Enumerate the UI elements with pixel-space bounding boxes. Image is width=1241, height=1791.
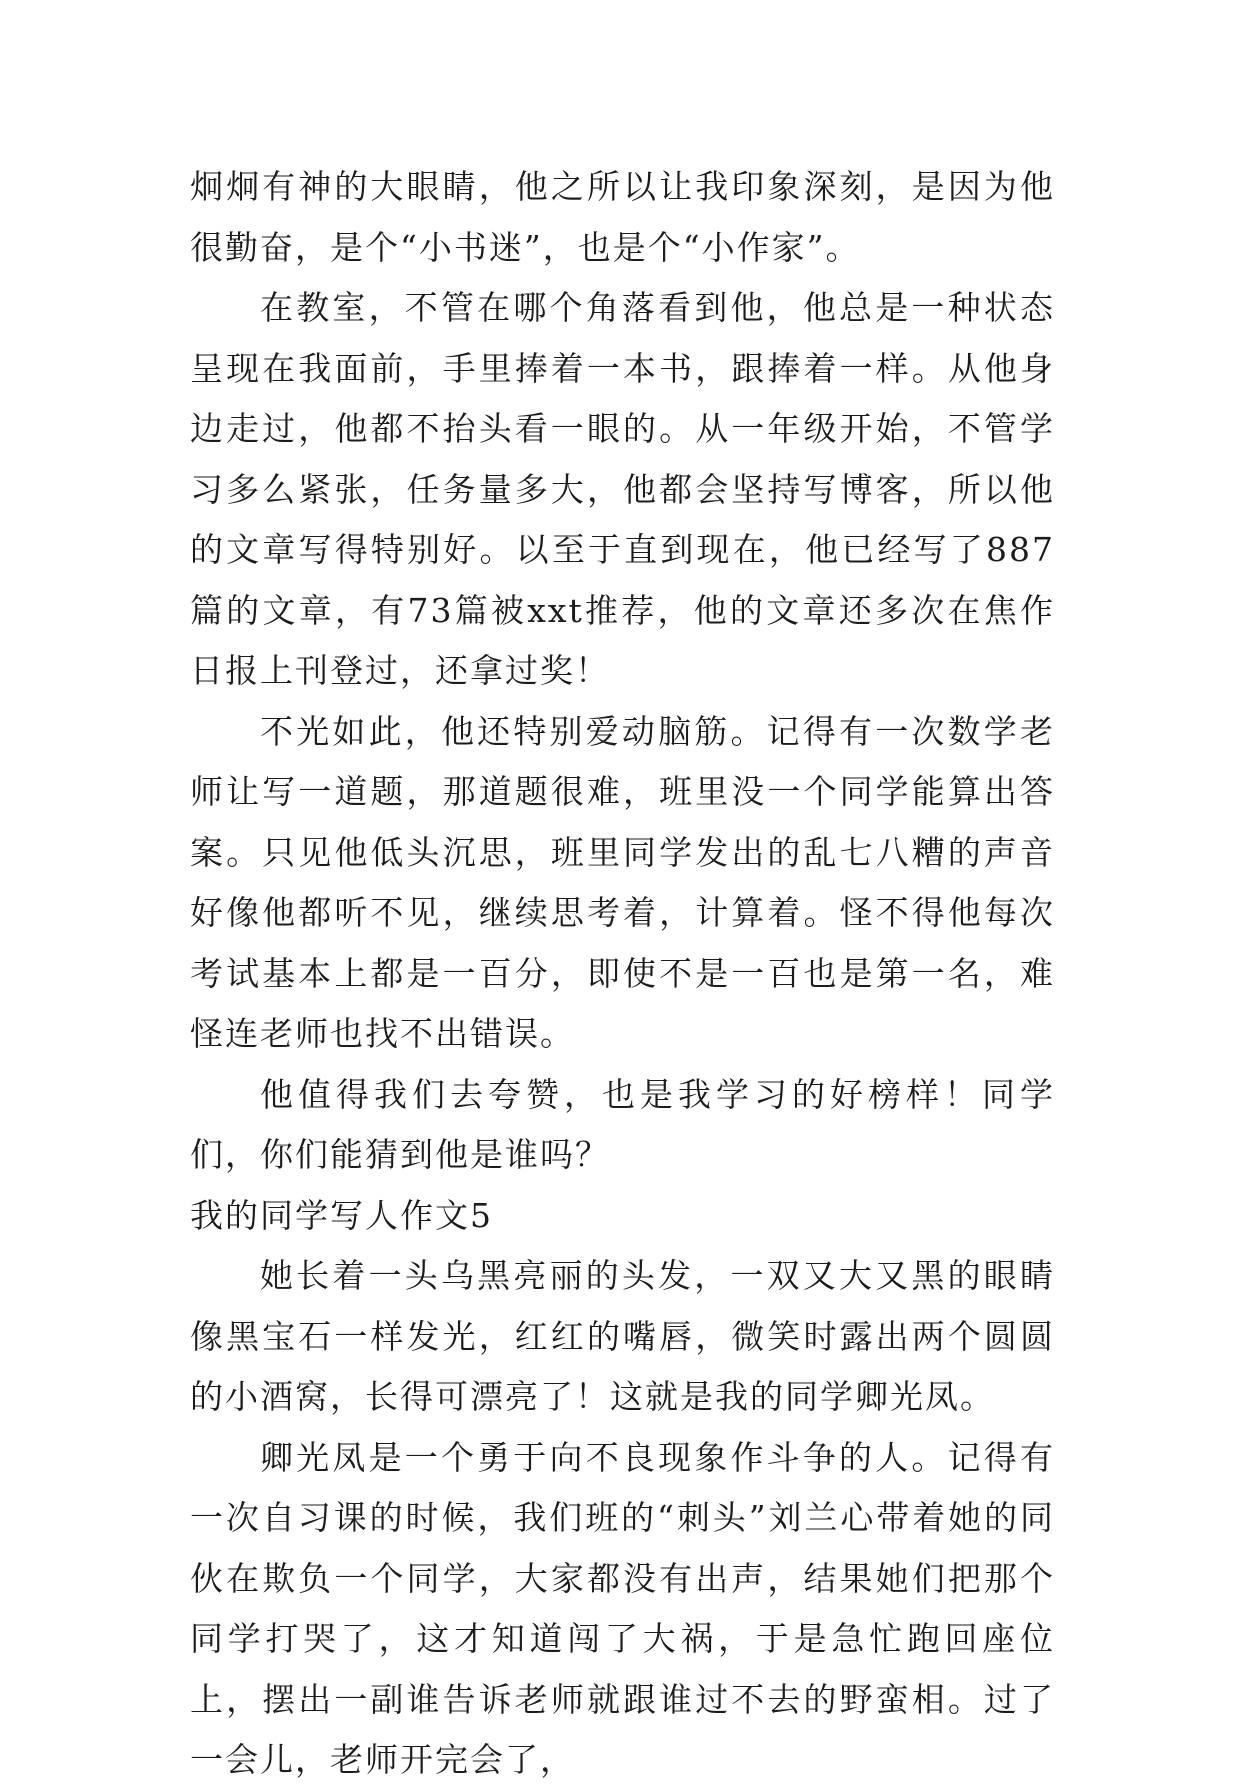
paragraph-5: 她长着一头乌黑亮丽的头发，一双又大又黑的眼睛像黑宝石一样发光，红红的嘴唇，微笑时露出两个圆圆的小酒窝，长得可漂亮了！这就是我的同学卿光凤。 [190,1256,1055,1416]
paragraph-2: 在教室，不管在哪个角落看到他，他总是一种状态呈现在我面前，手里捧着一本书，跟捧着一样。从他身边走过，他都不抬头看一眼的。从一年级开始，不管学习多么紧张，任务量多大，他都会坚持写博客，所以他的文章写得特别好。以至于直到现在，他已经写了887篇的文章，有73篇被xxt推荐，他的文章还多次在焦作日报上刊登过，还拿过奖！ [190,288,1055,690]
paragraph-6: 卿光凤是一个勇于向不良现象作斗争的人。记得有一次自习课的时候，我们班的“刺头”刘兰心带着她的同伙在欺负一个同学，大家都没有出声，结果她们把那个同学打哭了，这才知道闯了大祸，于是急忙跑回座位上，摆出一副谁告诉老师就跟谁过不去的野蛮相。过了一会儿，老师开完会了， [190,1437,1055,1779]
section-heading: 我的同学写人作文5 [190,1195,493,1235]
document-body [190,157,1055,1791]
paragraph-3: 不光如此，他还特别爱动脑筋。记得有一次数学老师让写一道题，那道题很难，班里没一个同学能算出答案。只见他低头沉思，班里同学发出的乱七八糟的声音好像他都听不见，继续思考着，计算着。怪不得他每次考试基本上都是一百分，即使不是一百也是第一名，难怪连老师也找不出错误。 [190,711,1055,1053]
paragraph-4: 他值得我们去夸赞，也是我学习的好榜样！同学们，你们能猜到他是谁吗？ [190,1074,1055,1174]
paragraph-1: 炯炯有神的大眼睛，他之所以让我印象深刻，是因为他很勤奋，是个“小书迷”，也是个“小作家”。 [190,167,1055,267]
